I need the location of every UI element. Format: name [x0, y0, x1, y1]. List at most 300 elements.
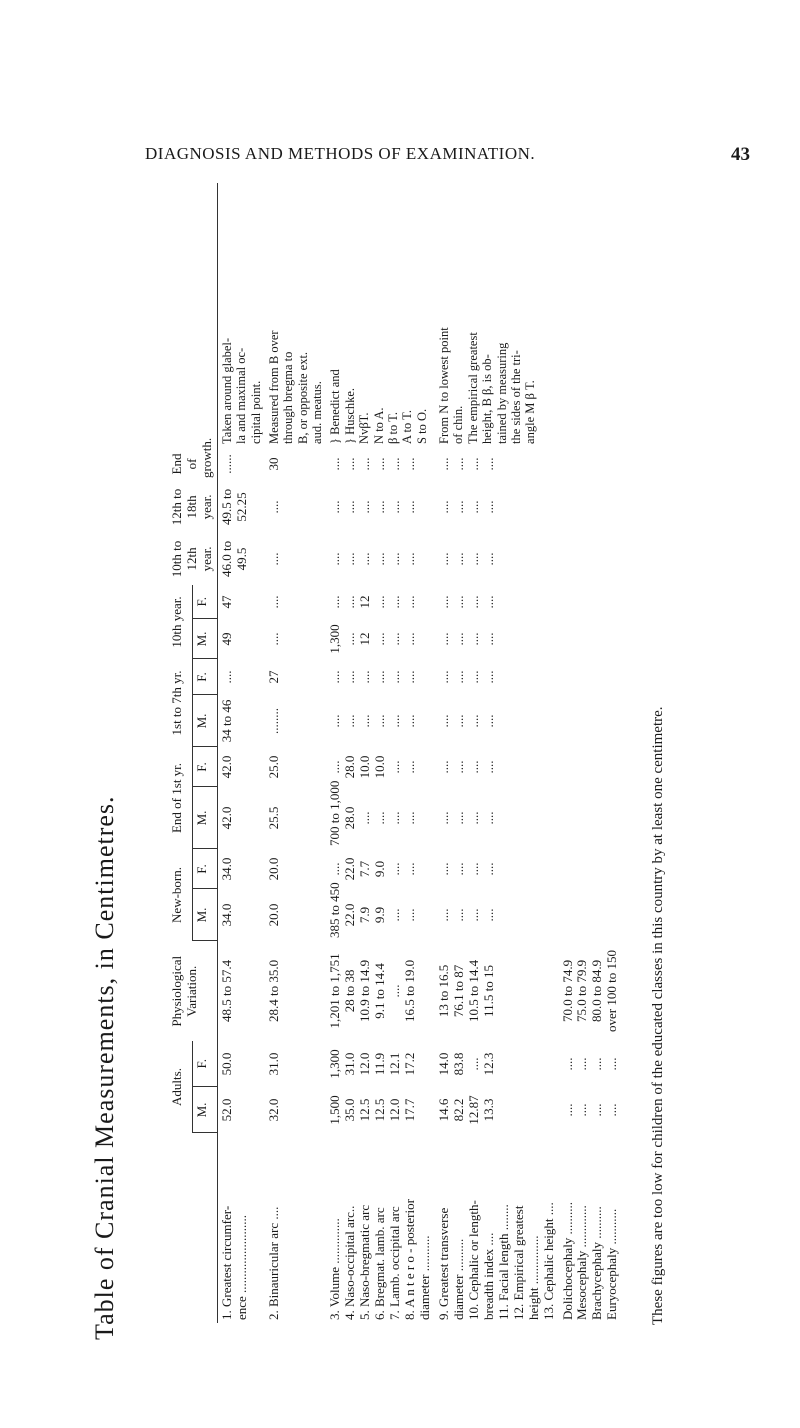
cell-line: ....	[450, 457, 466, 471]
cell-nb-m	[217, 889, 265, 941]
cell-line: ....	[604, 1057, 620, 1071]
cell-line: ....	[372, 500, 388, 514]
cell-line: 20.0	[265, 903, 281, 927]
cell-line: 25.5	[265, 806, 281, 830]
cell-nb-f	[559, 849, 623, 889]
cell-line: ....	[465, 595, 481, 609]
cell-line: ....	[436, 552, 451, 566]
cell-line: ....	[402, 595, 418, 609]
cell-line: ....	[372, 670, 388, 684]
cell-line: ....	[465, 457, 481, 471]
cell-line: ....	[436, 632, 451, 646]
cell-line: ....	[574, 1057, 590, 1071]
cell-line: ....	[327, 760, 343, 774]
cell-line: ....	[589, 1103, 605, 1117]
page-header	[145, 144, 750, 174]
cell-line: The empirical greatest	[465, 332, 480, 444]
cell-line: ....	[559, 1057, 575, 1071]
cell-c	[217, 447, 265, 481]
header-1st-7th: 1st to 7th yr.	[168, 659, 192, 747]
cell-e1-m	[559, 787, 623, 849]
cell-y17-f	[265, 659, 327, 695]
cell-line: ....	[402, 457, 418, 471]
cell-y17-m	[559, 695, 623, 747]
cell-y17-f	[217, 659, 265, 695]
cell-line: ....	[327, 714, 343, 728]
cell-line: 47	[218, 595, 234, 609]
cell-line: Taken around glabel-	[219, 337, 234, 444]
cell-line: 10. Cephalic or length-	[465, 1200, 481, 1320]
cell-line: ....	[465, 714, 481, 728]
cell-line: ....	[480, 811, 496, 825]
cell-line: ....	[357, 714, 373, 728]
cell-line: ....	[342, 670, 358, 684]
cell-line: ....	[342, 552, 358, 566]
cell-line: From N to lowest point	[437, 327, 451, 444]
cell-e1-f	[265, 747, 327, 787]
cell-line: ....	[372, 632, 388, 646]
cell-line: 76.1 to 87	[450, 964, 466, 1018]
cell-line: ....	[387, 670, 403, 684]
cell-line: ....	[480, 908, 496, 922]
cell-label	[217, 1133, 265, 1323]
cell-line: 13. Cephalic height ....	[540, 1202, 556, 1320]
cell-line: ....	[387, 632, 403, 646]
cell-line: 22.0	[342, 903, 358, 927]
cell-line: ....	[480, 760, 496, 774]
cell-label	[326, 1133, 435, 1323]
cell-line: ....	[265, 595, 281, 609]
cell-line: Mesocephaly .............	[574, 1205, 590, 1320]
cell-line: 16.5 to 19.0	[402, 959, 418, 1023]
cell-line: ....	[436, 457, 451, 471]
cell-line: 3. Volume ..............	[327, 1218, 343, 1320]
cell-adult-m	[435, 1087, 559, 1133]
cell-adult-m	[559, 1087, 623, 1133]
cell-remarks	[559, 183, 623, 447]
page-number: 43	[731, 144, 750, 165]
cell-line: aud. meatus.	[310, 381, 325, 444]
cell-line: 14.6	[436, 1098, 451, 1122]
cell-line: 4. Naso-occipital arc..	[342, 1205, 358, 1320]
cell-line: 700 to 1,000	[327, 780, 343, 846]
cell-e1-f	[559, 747, 623, 787]
cell-line: ....	[387, 595, 403, 609]
cell-y10-f	[559, 585, 623, 619]
cell-line: ....	[436, 862, 451, 876]
cell-line: 52.0	[218, 1098, 234, 1122]
cell-line: 49	[218, 632, 234, 646]
cell-line: ....	[402, 760, 418, 774]
cell-line: Brachycephaly ..........	[589, 1206, 605, 1320]
cell-line: ....	[218, 670, 234, 684]
cell-line: ....	[436, 595, 451, 609]
running-title: DIAGNOSIS AND METHODS OF EXAMINATION.	[145, 144, 536, 163]
cell-line: ....	[436, 908, 451, 922]
cell-line: ....	[387, 760, 403, 774]
cell-line: diameter ...........	[417, 1235, 433, 1320]
cell-line: ence ........................	[233, 1214, 249, 1320]
cell-nb-m	[435, 889, 559, 941]
cell-line: ....	[327, 552, 343, 566]
cell-b	[265, 481, 327, 533]
cell-line: 49.5	[233, 547, 249, 571]
cell-line: ....	[465, 500, 481, 514]
cell-physio	[435, 941, 559, 1041]
cell-adult-m	[217, 1087, 265, 1133]
cell-line: 30	[265, 457, 281, 471]
cell-line: ....	[327, 670, 343, 684]
cell-nb-m	[326, 882, 435, 941]
header-physio: Physiological Variation.	[168, 941, 217, 1041]
cell-line: ....	[265, 632, 281, 646]
cell-line: 20.0	[265, 857, 281, 881]
cell-line: 34.0	[218, 857, 234, 881]
table-row	[217, 183, 265, 1323]
cell-line: ....	[327, 595, 343, 609]
cell-physio	[265, 941, 327, 1041]
cell-line: through bregma to	[281, 351, 296, 444]
cell-line: ....	[342, 595, 358, 609]
cell-line: ....	[357, 670, 373, 684]
cell-line: ....	[372, 595, 388, 609]
cell-line: 35.0	[342, 1098, 358, 1122]
cell-line: 12.0	[357, 1052, 373, 1076]
table-body	[217, 183, 622, 1323]
cell-line: 9.0	[372, 860, 388, 878]
cell-line: ....	[436, 500, 451, 514]
table-row	[435, 183, 559, 1323]
cell-nb-m	[559, 889, 623, 941]
cell-line: ....	[589, 1057, 605, 1071]
cell-adult-f	[265, 1041, 327, 1087]
cell-adult-m	[326, 1087, 435, 1133]
cell-adult-m	[265, 1087, 327, 1133]
cell-line: 83.8	[450, 1052, 466, 1076]
cell-y17-m	[265, 695, 327, 747]
header-10th: 10th year.	[168, 585, 192, 659]
cell-line: 75.0 to 79.9	[574, 959, 590, 1023]
table-row	[559, 183, 623, 1323]
cell-e1-m	[435, 787, 559, 849]
cell-line: ....	[436, 760, 451, 774]
cell-line: 31.0	[265, 1052, 281, 1076]
cell-b	[217, 481, 265, 533]
cell-line: ....	[574, 1103, 590, 1117]
header-f: F.	[192, 585, 217, 619]
cell-nb-f	[217, 849, 265, 889]
header-adults: Adults.	[168, 1041, 192, 1133]
cell-b	[326, 481, 435, 533]
header-blank	[168, 1133, 217, 1323]
cell-line: diameter ..........	[450, 1238, 466, 1320]
header-f: F.	[192, 1041, 217, 1087]
cell-line: ....	[450, 760, 466, 774]
cell-line: 49.5 to	[218, 488, 234, 526]
cell-line: ....	[327, 862, 343, 876]
cell-line: ....	[387, 457, 403, 471]
cell-line: 25.0	[265, 755, 281, 779]
cell-line: 10.0	[372, 755, 388, 779]
cell-line: 12.5	[357, 1098, 373, 1122]
cell-line: } Huschke.	[342, 387, 357, 444]
cell-line: 28.0	[342, 806, 358, 830]
cell-line: 8. A n t e r o - posterior	[402, 1199, 418, 1320]
cell-line: ....	[450, 595, 466, 609]
cell-line: 12.87	[465, 1095, 481, 1125]
cell-line: 9.1 to 14.4	[372, 963, 388, 1019]
cell-e1-f	[217, 747, 265, 787]
cell-c	[559, 447, 623, 481]
cranial-table	[168, 183, 628, 1323]
cell-line: ....	[436, 670, 451, 684]
cell-line: 31.0	[342, 1052, 358, 1076]
cell-y10-f	[217, 585, 265, 619]
cell-line: angle M β T.	[523, 380, 538, 444]
cell-line: ....	[357, 500, 373, 514]
cell-line: 2. Binauricular arc ....	[265, 1206, 281, 1320]
cell-line: ....	[465, 760, 481, 774]
cell-line: 13.3	[480, 1098, 496, 1122]
cell-line: ....	[450, 862, 466, 876]
cell-label	[435, 1133, 559, 1323]
cell-line: 13 to 16.5	[436, 964, 451, 1018]
cell-y17-m	[217, 695, 265, 747]
cell-line: ....	[480, 552, 496, 566]
cell-line: ....	[465, 862, 481, 876]
cell-line: ....	[450, 811, 466, 825]
cell-line: 7. Lamb. occipital arc	[387, 1206, 403, 1320]
cell-line: 17.2	[402, 1052, 418, 1076]
cell-line: over 100 to 150	[604, 950, 620, 1032]
cell-adult-f	[326, 1041, 435, 1087]
cell-line: 11.5 to 15	[480, 965, 496, 1017]
cell-line: ....	[450, 552, 466, 566]
header-remarks	[168, 183, 217, 447]
cell-line: Measured from B over	[266, 330, 281, 444]
cell-line: 385 to 450	[327, 882, 343, 938]
cell-line: ....	[387, 908, 403, 922]
cell-line: cipital point.	[248, 380, 263, 444]
cell-line: ....	[372, 457, 388, 471]
cell-line: ....	[357, 811, 373, 825]
cell-line: 42.0	[218, 806, 234, 830]
header-10-12: 10th to 12th year.	[168, 533, 217, 585]
cell-line: ....	[327, 457, 343, 471]
header-f: F.	[192, 659, 217, 695]
cell-line: of chin.	[451, 405, 466, 444]
cell-y10-m	[265, 619, 327, 659]
cell-y17-m	[435, 695, 559, 747]
cell-line: ....	[450, 714, 466, 728]
cell-y17-f	[326, 659, 435, 695]
cell-e1-m	[217, 787, 265, 849]
cell-line: 10.0	[357, 755, 373, 779]
cell-label	[265, 1133, 327, 1323]
cell-line: 52.25	[233, 492, 249, 522]
cell-a	[559, 533, 623, 585]
cell-line: 80.0 to 84.9	[589, 959, 605, 1023]
cell-b	[435, 481, 559, 533]
cell-line: ....	[387, 714, 403, 728]
cell-line: ....	[342, 457, 358, 471]
cell-line: 22.0	[342, 857, 358, 881]
cell-line: 10.9 to 14.9	[357, 959, 373, 1023]
cell-line: 14.0	[436, 1052, 451, 1076]
cell-line: 48.5 to 57.4	[218, 959, 234, 1023]
cell-line: ....	[480, 632, 496, 646]
cell-line: 34 to 46	[218, 699, 234, 743]
cell-line: ....	[372, 811, 388, 825]
cell-line: la and maximal oc-	[234, 347, 249, 444]
cell-line: ....	[436, 714, 451, 728]
cell-line: 1,300	[327, 624, 343, 654]
cell-line: A to T.	[400, 410, 415, 444]
header-m: M.	[192, 1087, 217, 1133]
cell-physio	[217, 941, 265, 1041]
cell-line: 32.0	[265, 1098, 281, 1122]
cell-line: ....	[450, 500, 466, 514]
cell-line: 11. Facial length ........	[495, 1204, 511, 1320]
cell-nb-f	[435, 849, 559, 889]
cell-line: β to T.	[385, 412, 400, 444]
cell-y10-m	[217, 619, 265, 659]
cell-c	[326, 447, 435, 481]
cell-a	[217, 533, 265, 585]
cell-line: ....	[450, 632, 466, 646]
header-m: M.	[192, 695, 217, 747]
cell-line: ....	[357, 457, 373, 471]
cell-line: 11.9	[372, 1052, 388, 1076]
cell-line: 27	[265, 670, 281, 684]
cell-line: ....	[402, 862, 418, 876]
cell-line: ....	[357, 552, 373, 566]
cell-y17-m	[326, 695, 435, 747]
cell-remarks	[265, 183, 327, 447]
cell-line: ....	[450, 670, 466, 684]
cell-y17-f	[435, 659, 559, 695]
cell-line: ....	[265, 552, 281, 566]
cell-line: ....	[465, 811, 481, 825]
cell-line: 10.5 to 14.4	[465, 959, 481, 1023]
cell-line: ....	[402, 670, 418, 684]
cell-line: Dolichocephaly ..........	[559, 1201, 575, 1320]
cell-line: 12.1	[387, 1052, 403, 1076]
table-row	[326, 183, 435, 1323]
cell-line: 5. Naso-bregmatic arc	[357, 1204, 373, 1320]
cell-line: ....	[342, 500, 358, 514]
cell-line: ....	[342, 632, 358, 646]
cell-line: 28 to 38	[342, 969, 358, 1013]
cell-adult-f	[217, 1041, 265, 1087]
cell-y10-m	[326, 619, 435, 659]
table-title: Table of Cranial Measurements, in Centimetres.	[90, 795, 119, 1340]
cell-y10-f	[326, 585, 435, 619]
cell-remarks	[326, 183, 435, 447]
cell-line: ....	[480, 862, 496, 876]
cell-line: 12.5	[372, 1098, 388, 1122]
cell-nb-f	[265, 849, 327, 889]
cell-line: ....	[387, 984, 403, 998]
cell-line: 12.0	[387, 1098, 403, 1122]
cell-nb-f	[326, 849, 435, 889]
header-newborn: New-born.	[168, 849, 192, 941]
cell-line: ....	[372, 714, 388, 728]
cell-line: B, or opposite ext.	[295, 351, 310, 444]
cell-nb-m	[265, 889, 327, 941]
cell-y10-m	[435, 619, 559, 659]
cell-e1-m	[326, 780, 435, 849]
cell-e1-f	[435, 747, 559, 787]
cell-line: } Benedict and	[328, 369, 343, 444]
cell-remarks	[435, 183, 559, 447]
cell-e1-m	[265, 787, 327, 849]
cell-line: 1,201 to 1,751	[327, 953, 343, 1029]
cell-y10-f	[435, 585, 559, 619]
cell-y17-f	[559, 659, 623, 695]
cell-line: ....	[480, 670, 496, 684]
cell-e1-f	[326, 747, 435, 787]
cell-line: ....	[465, 632, 481, 646]
cell-line: tained by measuring	[494, 342, 509, 444]
cell-c	[265, 447, 327, 481]
cell-line: ....	[402, 908, 418, 922]
cell-line: 46.0 to	[218, 540, 234, 578]
cell-line: NvβT.	[357, 412, 372, 444]
cell-line: ....	[450, 908, 466, 922]
cell-line: 28.4 to 35.0	[265, 959, 281, 1023]
cell-line: height ...............	[525, 1235, 541, 1320]
cell-line: ....	[480, 714, 496, 728]
cell-label	[559, 1133, 623, 1323]
header-end-growth: End of growth.	[168, 447, 217, 481]
cell-line: 7.7	[357, 860, 373, 878]
cell-line: 34.0	[218, 903, 234, 927]
cell-adult-f	[559, 1041, 623, 1087]
header-f: F.	[192, 747, 217, 787]
cell-line: ....	[387, 811, 403, 825]
cell-line: ....	[265, 500, 281, 514]
cell-line: 9. Greatest transverse	[436, 1207, 451, 1320]
cell-line: ....	[480, 500, 496, 514]
cell-line: breadth index ....	[480, 1232, 496, 1320]
cell-y10-f	[265, 585, 327, 619]
cell-physio	[559, 941, 623, 1041]
cell-line: ....	[387, 862, 403, 876]
cell-line: 82.2	[450, 1098, 466, 1122]
cell-line: ....	[465, 908, 481, 922]
cell-line: ........	[265, 707, 281, 734]
cell-b	[559, 481, 623, 533]
cell-line: 12. Empirical greatest	[510, 1205, 526, 1320]
header-m: M.	[192, 889, 217, 941]
cell-line: 17.7	[402, 1098, 418, 1122]
cell-a	[265, 533, 327, 585]
cell-line: N to A.	[371, 407, 386, 444]
cell-line: ....	[465, 670, 481, 684]
cell-line: 1,300	[327, 1049, 343, 1079]
cell-line: ....	[327, 500, 343, 514]
cell-line: the sides of the tri-	[508, 350, 523, 444]
cell-line: ....	[402, 552, 418, 566]
cell-line: ....	[559, 1103, 575, 1117]
cell-line: 28.0	[342, 755, 358, 779]
cell-physio	[326, 941, 435, 1041]
header-12-18: 12th to 18th year.	[168, 481, 217, 533]
cell-line: Euryocephaly ...........	[604, 1208, 620, 1320]
cell-line: ....	[402, 811, 418, 825]
cell-a	[435, 533, 559, 585]
